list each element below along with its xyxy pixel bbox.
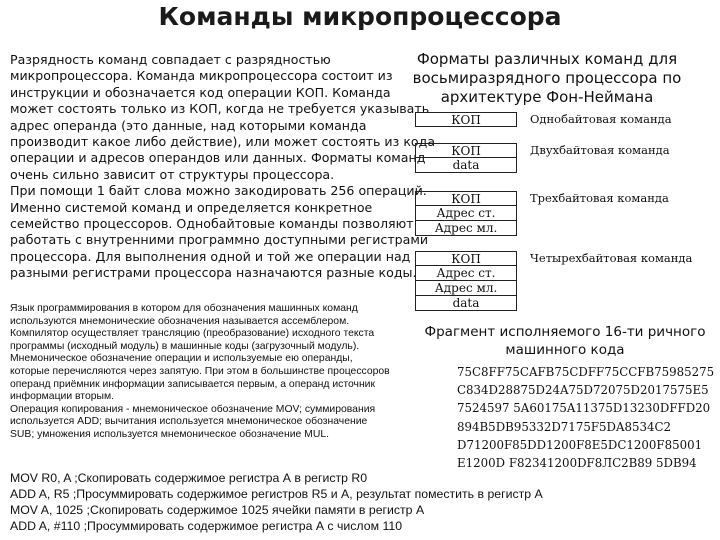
- text-line: очень сильно зависит от структуры процессора.: [10, 166, 335, 182]
- text-line: процессора. Для выполнения одной и той же операции над: [10, 248, 411, 264]
- text-line: может состоять только из КОП, когда не требуется указывать: [10, 101, 430, 117]
- text-line: Язык программирования в котором для обозначения машинных команд: [10, 303, 358, 314]
- machine-code-block: [457, 363, 714, 472]
- text-line: инструкции и обозначается код операции КОП. Команда: [10, 84, 391, 100]
- format-label: Четырехбайтовая команда: [530, 251, 693, 265]
- text-line: Операция копирования - мнемоническое обозначение MOV; суммирования: [10, 403, 376, 415]
- format-cell-opcode: КОП: [415, 143, 517, 158]
- format-cells: [415, 191, 517, 236]
- format-cells: [415, 251, 517, 311]
- assembler-examples: [10, 470, 543, 534]
- page-title: Команды микропроцессора: [158, 2, 562, 31]
- hex-line: E1200D F82341200DF8ЛС2B89 5DB94: [457, 456, 697, 471]
- text-line: машинного кода: [505, 342, 625, 358]
- format-cells: [415, 112, 517, 127]
- format-cell-opcode: КОП: [415, 191, 517, 206]
- hex-line: 7524597 5A60175A11375D13230DFFD20: [457, 401, 711, 416]
- command-line: MOV A, 1025 ;Скопировать содержимое 1025 ячейки памяти в регистр А: [10, 503, 425, 517]
- format-cells: [415, 143, 517, 173]
- text-line: Мнемоническое обозначение операции и используемые ею операнды,: [10, 353, 353, 365]
- text-line: Компилятор осуществляет трансляцию (преобразование) исходного текста: [10, 328, 375, 340]
- command-line: ADD A, R5 ;Просуммировать содержимое регистров R5 и А, результат поместить в регистр А: [10, 487, 543, 501]
- text-line: которые перечисляются через запятую. При этом в большинстве процессоров: [10, 365, 390, 377]
- text-line: адрес операнда (это данные, над которыми команда: [10, 117, 367, 133]
- hex-line: D71200F85DD1200F8E5DC1200F85001: [457, 437, 703, 452]
- format-cell-data: data: [415, 296, 517, 311]
- format-cell-opcode: КОП: [415, 251, 517, 266]
- text-line: микропроцессора. Команда микропроцессора состоит из: [10, 68, 393, 84]
- command-line: MOV R0, A ;Скопировать содержимое регистра А в регистр R0: [10, 471, 368, 485]
- text-line: информации вторым.: [10, 391, 115, 403]
- text-line: Разрядность команд совпадает с разрядностью: [10, 52, 331, 67]
- text-line: восьмиразрядного процессора по: [412, 69, 682, 87]
- text-line: работать с внутренними программно доступными регистрами: [10, 232, 429, 248]
- text-line: используются мнемонические обозначения называется ассемблером.: [10, 315, 350, 327]
- text-line: SUB; умножения используется мнемоническое обозначение MUL.: [10, 428, 329, 440]
- text-line: При помощи 1 байт слова можно закодировать 256 операций.: [10, 183, 427, 199]
- format-cell-address-high: Адрес ст.: [415, 206, 517, 221]
- hex-line: 894B5DB95332D7175F5DA8534C2: [457, 419, 672, 434]
- hex-line: 75C8FF75CAFB75CDFF75CCFB75985275: [457, 365, 715, 379]
- text-line: Фрагмент исполняемого 16-ти ричного: [424, 324, 706, 340]
- command-line: ADD A, #110 ;Просуммировать содержимое регистра А с числом 110: [10, 519, 403, 533]
- text-line: Форматы различных команд для: [416, 50, 678, 68]
- formats-title: [402, 50, 692, 107]
- format-cell-address-low: Адрес мл.: [415, 221, 517, 236]
- text-line: производит какое либо действие), или может состоять из кода: [10, 134, 436, 150]
- text-line: Именно системой команд и определяется конкретное: [10, 199, 373, 215]
- format-label: Однобайтовая команда: [530, 112, 672, 126]
- text-line: операции и адресов операндов или данных. Форматы команд: [10, 150, 426, 166]
- format-cell-address-high: Адрес ст.: [415, 266, 517, 281]
- fragment-title: [415, 323, 715, 359]
- format-cell-data: data: [415, 158, 517, 173]
- text-line: архитектуре Фон-Неймана: [440, 88, 654, 106]
- format-label: Трехбайтовая команда: [530, 191, 669, 205]
- description-paragraph: [10, 52, 436, 282]
- text-line: семейство процессоров. Однобайтовые команды позволяют: [10, 216, 414, 232]
- text-line: используется ADD; вычитания используется мнемоническое обозначение: [10, 416, 368, 428]
- text-line: разными регистрами процессора назначаются разные коды.: [10, 265, 417, 281]
- hex-line: C834D28875D24A75D72075D2017575E5: [457, 383, 709, 398]
- format-cell-address-low: Адрес мл.: [415, 281, 517, 296]
- format-label: Двухбайтовая команда: [530, 143, 670, 157]
- text-line: программы (исходный модуль) в машинные коды (загрузочный модуль).: [10, 340, 360, 352]
- assembler-paragraph: [10, 303, 415, 442]
- text-line: операнд приёмник информации записывается первым, а операнд источник: [10, 378, 376, 390]
- format-cell-opcode: КОП: [415, 112, 517, 127]
